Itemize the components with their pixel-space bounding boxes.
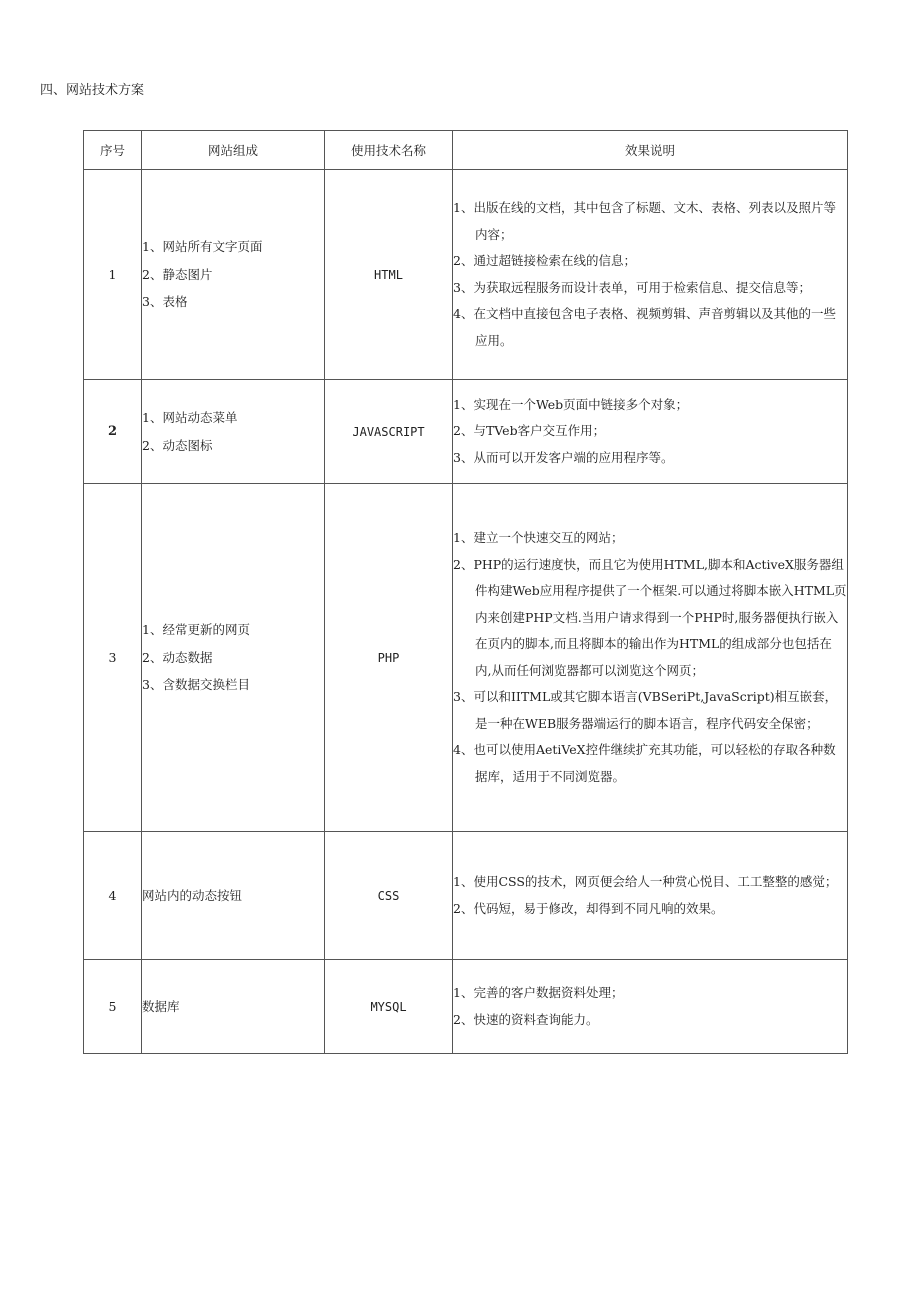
- row-technology: PHP: [325, 484, 453, 832]
- effect-item: 1、实现在一个Web页面中链接多个对象；: [453, 396, 689, 412]
- effect-item: 1、建立一个快速交互的网站；: [453, 530, 624, 545]
- component-item: 2、动态数据: [142, 649, 213, 665]
- row-effects: [453, 960, 848, 1054]
- row-technology: HTML: [325, 170, 453, 380]
- effect-item: 2、代码短，易于修改，却得到不同凡响的效果。: [453, 900, 724, 916]
- row-index: 3: [84, 484, 142, 832]
- component-item: 3、表格: [142, 294, 188, 310]
- row-index: 2: [84, 380, 142, 484]
- row-effects: [453, 484, 848, 832]
- table-row: [84, 380, 848, 484]
- row-index: 4: [84, 832, 142, 960]
- component-item: 网站内的动态按钮: [142, 887, 243, 903]
- row-technology: JAVASCRIPT: [325, 380, 453, 484]
- effect-item: 1、出版在线的文档，其中包含了标题、文木、表格、列表以及照片等内容；: [453, 200, 836, 242]
- table-row: [84, 170, 848, 380]
- row-technology: CSS: [325, 832, 453, 960]
- component-item: 数据库: [142, 998, 180, 1014]
- row-components: [142, 170, 325, 380]
- table-header-row: [84, 131, 848, 170]
- effect-item: 1、完善的客户数据资料处理；: [453, 985, 624, 1000]
- effect-item: 2、通过超链接检索在线的信息；: [453, 253, 636, 268]
- effect-item: 1、使用CSS的技术，网页便会给人一种赏心悦目、工工整整的感觉；: [453, 874, 838, 889]
- component-item: 2、静态图片: [142, 266, 213, 282]
- effect-item: 2、与TVeb客户交互作用；: [453, 423, 606, 439]
- component-item: 1、经常更新的网页: [142, 622, 250, 638]
- row-components: [142, 484, 325, 832]
- effect-item: 3、可以和IITML或其它脚本语言(VBSeriPt,JavaScript)相互嵌套，是一种在WEB服务器端运行的脚本语言，程序代码安全保密；: [453, 689, 838, 731]
- tech-plan-table: [83, 130, 848, 1054]
- effect-item: 2、快速的资料查询能力。: [453, 1011, 599, 1027]
- row-index: 1: [84, 170, 142, 380]
- header-components: 网站组成: [142, 131, 325, 170]
- effect-item: 4、在文档中直接包含电子表格、视频剪辑、声音剪辑以及其他的一些应用。: [453, 306, 836, 348]
- row-effects: [453, 832, 848, 960]
- row-components: [142, 960, 325, 1054]
- row-effects: [453, 380, 848, 484]
- table-row: [84, 484, 848, 832]
- section-heading: 四、网站技术方案: [40, 83, 145, 98]
- component-item: 2、动态图标: [142, 437, 213, 453]
- row-technology: MYSQL: [325, 960, 453, 1054]
- row-index: 5: [84, 960, 142, 1054]
- row-components: [142, 380, 325, 484]
- effect-item: 4、也可以使用AetiVeX控件继续扩充其功能，可以轻松的存取各种数据库，适用于不同浏览器。: [453, 742, 836, 784]
- effect-item: 2、PHP的运行速度快，而且它为使用HTML,脚本和ActiveX服务器组件构建Web应用程序提供了一个框架.可以通过将脚本嵌入HTML页内来创建PHP文档.当用户请求得到一个PHP时,服务器便执行嵌入在页内的脚本,而且将脚本的输出作为HTML的组成部分也包括在内,从而任何浏览器都可以浏览这个网页；: [453, 556, 847, 678]
- component-item: 3、含数据交换栏目: [142, 677, 250, 693]
- header-effects: 效果说明: [453, 131, 848, 170]
- table-row: [84, 960, 848, 1054]
- header-technology: 使用技术名称: [325, 131, 453, 170]
- effect-item: 3、从而可以开发客户端的应用程序等。: [453, 449, 674, 465]
- component-item: 1、网站所有文字页面: [142, 239, 263, 255]
- table-row: [84, 832, 848, 960]
- effect-item: 3、为获取远程服务而设计表单，可用于检索信息、提交信息等；: [453, 279, 811, 295]
- component-item: 1、网站动态菜单: [142, 410, 238, 425]
- header-index: 序号: [84, 131, 142, 170]
- row-effects: [453, 170, 848, 380]
- row-components: [142, 832, 325, 960]
